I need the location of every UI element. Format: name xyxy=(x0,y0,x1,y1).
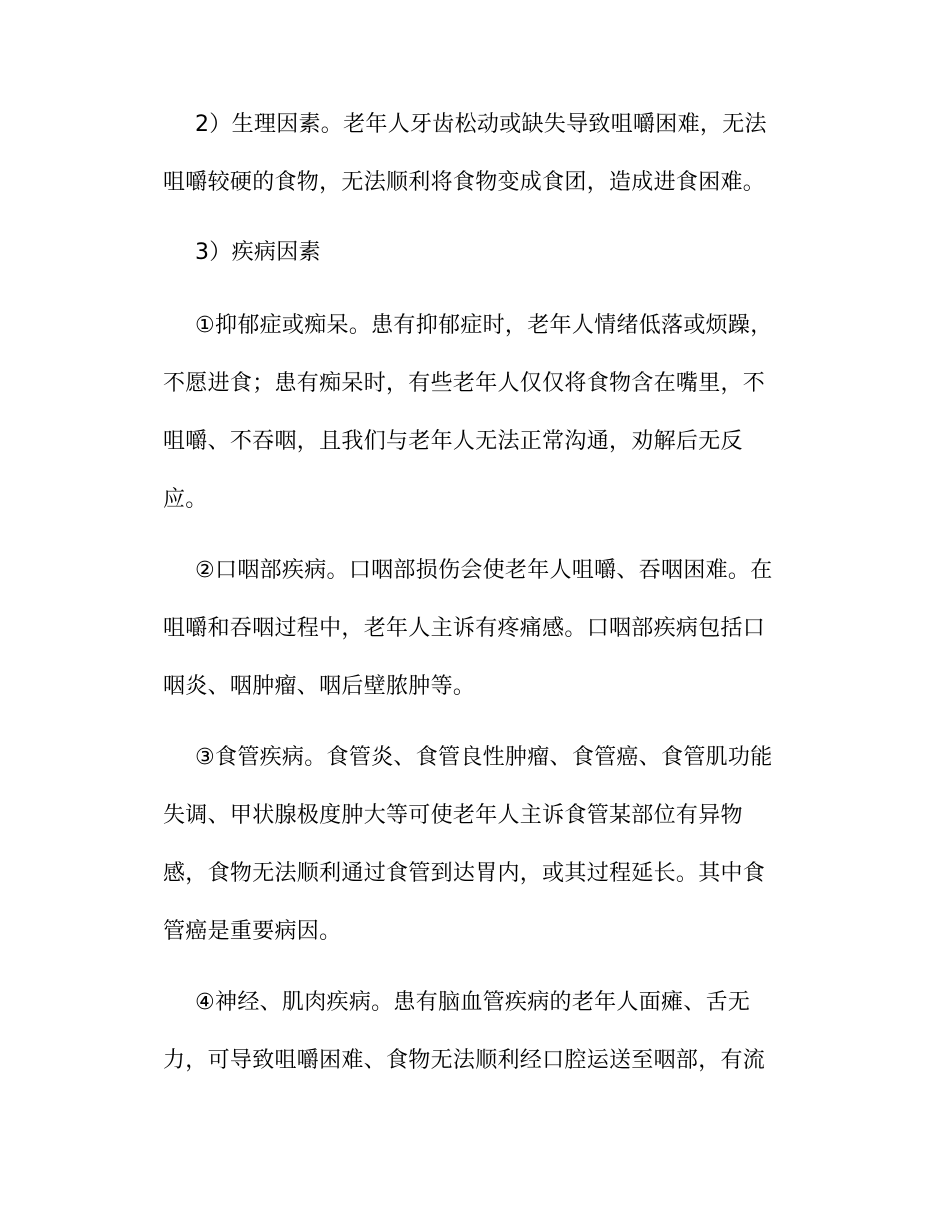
section-heading-disease-factors: 3）疾病因素 xyxy=(195,240,321,265)
paragraph-physiological-factors-line-2: 咀嚼较硬的食物，无法顺利将食物变成食团，造成进食困难。 xyxy=(163,170,766,195)
paragraph-neuromuscular-disease-line-2: 力，可导致咀嚼困难、食物无法顺利经口腔运送至咽部，有流 xyxy=(163,1048,766,1073)
paragraph-esophageal-disease-line-3: 感，食物无法顺利通过食管到达胃内，或其过程延长。其中食 xyxy=(163,861,766,886)
paragraph-neuromuscular-disease-line-1: ④神经、肌肉疾病。患有脑血管疾病的老年人面瘫、舌无 xyxy=(195,990,751,1015)
paragraph-depression-dementia-line-3: 咀嚼、不吞咽，且我们与老年人无法正常沟通，劝解后无反 xyxy=(163,429,743,454)
paragraph-esophageal-disease-line-4: 管癌是重要病因。 xyxy=(163,919,342,944)
paragraph-depression-dementia-line-4: 应。 xyxy=(163,487,208,512)
paragraph-oropharyngeal-disease-line-3: 咽炎、咽肿瘤、咽后壁脓肿等。 xyxy=(163,674,476,699)
paragraph-physiological-factors-line-1: 2）生理因素。老年人牙齿松动或缺失导致咀嚼困难，无法 xyxy=(195,112,767,137)
paragraph-oropharyngeal-disease-line-1: ②口咽部疾病。口咽部损伤会使老年人咀嚼、吞咽困难。在 xyxy=(195,558,773,583)
paragraph-oropharyngeal-disease-line-2: 咀嚼和吞咽过程中，老年人主诉有疼痛感。口咽部疾病包括口 xyxy=(163,616,766,641)
paragraph-depression-dementia-line-2: 不愿进食；患有痴呆时，有些老年人仅仅将食物含在嘴里，不 xyxy=(163,371,766,396)
paragraph-depression-dementia-line-1: ①抑郁症或痴呆。患有抑郁症时，老年人情绪低落或烦躁， xyxy=(195,313,773,338)
paragraph-esophageal-disease-line-1: ③食管疾病。食管炎、食管良性肿瘤、食管癌、食管肌功能 xyxy=(195,745,773,770)
paragraph-esophageal-disease-line-2: 失调、甲状腺极度肿大等可使老年人主诉食管某部位有异物 xyxy=(163,803,743,828)
